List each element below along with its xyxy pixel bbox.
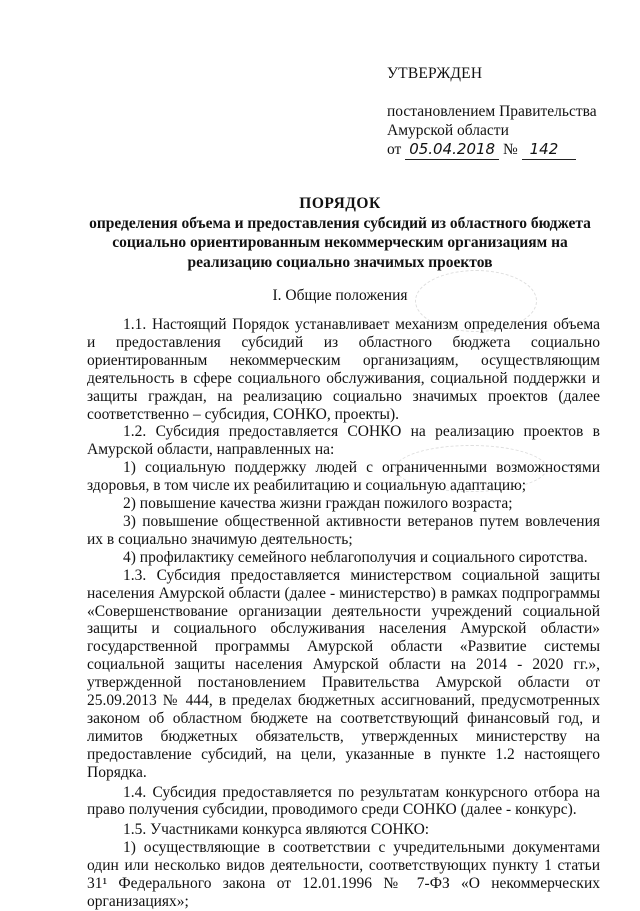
paragraph-1-2: 1.2. Субсидия предоставляется СОНКО на реализацию проектов в Амурской области, направленных на: bbox=[87, 423, 600, 459]
list-item: 2) повышение качества жизни граждан пожилого возраста; bbox=[123, 495, 513, 513]
paragraph-1-5: 1.5. Участниками конкурса являются СОНКО: bbox=[123, 821, 430, 839]
approval-date-line bbox=[387, 140, 597, 160]
paragraph-1-3: 1.3. Субсидия предоставляется министерством социальной защиты населения Амурской области (далее - министерство) в рамках подпрограммы «Совершенствование организации деятельности учреждений социальной защиты и социального обслуживания населения Амурской области» государственной программы Амурской области «Развитие системы социальной защиты населения Амурской области на 2014 - 2020 гг.», утвержденной постановлением Правительства Амурской области от 25.09.2013 № 444, в пределах бюджетных ассигнований, предусмотренных законом об областном бюджете на соответствующий финансовый год, и лимитов бюджетных обязательств, утвержденных министерству на предоставление субсидий, на цели, указанные в пункте 1.2 настоящего Порядка. bbox=[87, 566, 600, 781]
list-item: 4) профилактику семейного неблагополучия и социального сиротства. bbox=[123, 548, 588, 566]
number-prefix: № bbox=[502, 141, 518, 158]
document-subtitle-line-1: определения объема и предоставления субсидий из областного бюджета bbox=[89, 214, 591, 232]
date-prefix: от bbox=[387, 141, 402, 158]
document-subtitle-line-3: реализацию социально значимых проектов bbox=[187, 253, 493, 271]
paragraph-1-1: 1.1. Настоящий Порядок устанавливает механизм определения объема и предоставления субсидий из областного бюджета социально ориентированным некоммерческим организациям, осуществляющим деятельность в сфере социального обслуживания, социальной поддержки и защиты граждан, на реализацию социально значимых проектов (далее соответственно – субсидия, СОНКО, проекты). bbox=[87, 316, 600, 423]
document-subtitle-line-2: социально ориентированным некоммерческим организациям на bbox=[112, 234, 568, 251]
list-item: 1) социальную поддержку людей с ограниченными возможностями здоровья, в том числе их реабилитацию и социальную адаптацию; bbox=[87, 459, 600, 495]
document-body bbox=[87, 316, 600, 911]
approval-line-2: Амурской области bbox=[387, 122, 509, 139]
document-title-block bbox=[80, 194, 600, 272]
approval-heading: УТВЕРЖДЕН bbox=[387, 65, 483, 82]
handwritten-number: 142 bbox=[522, 140, 576, 160]
document-title: ПОРЯДОК bbox=[299, 195, 381, 212]
approval-block bbox=[387, 64, 597, 160]
section-heading: I. Общие положения bbox=[272, 287, 408, 304]
handwritten-date: 05.04.2018 bbox=[405, 140, 499, 160]
list-item: 3) повышение общественной активности ветеранов путем вовлечения их в социально значимую деятельность; bbox=[87, 512, 600, 548]
list-item: 1) осуществляющие в соответствии с учредительными документами один или несколько видов деятельности, соответствующих пункту 1 статьи 31¹ Федерального закона от 12.01.1996 № 7-ФЗ «О некоммерческих организациях»; bbox=[87, 839, 600, 910]
approval-line-1: постановлением Правительства bbox=[387, 103, 597, 120]
paragraph-1-4: 1.4. Субсидия предоставляется по результатам конкурсного отбора на право получения субсидии, проводимого среди СОНКО (далее - конкурс). bbox=[87, 783, 600, 819]
